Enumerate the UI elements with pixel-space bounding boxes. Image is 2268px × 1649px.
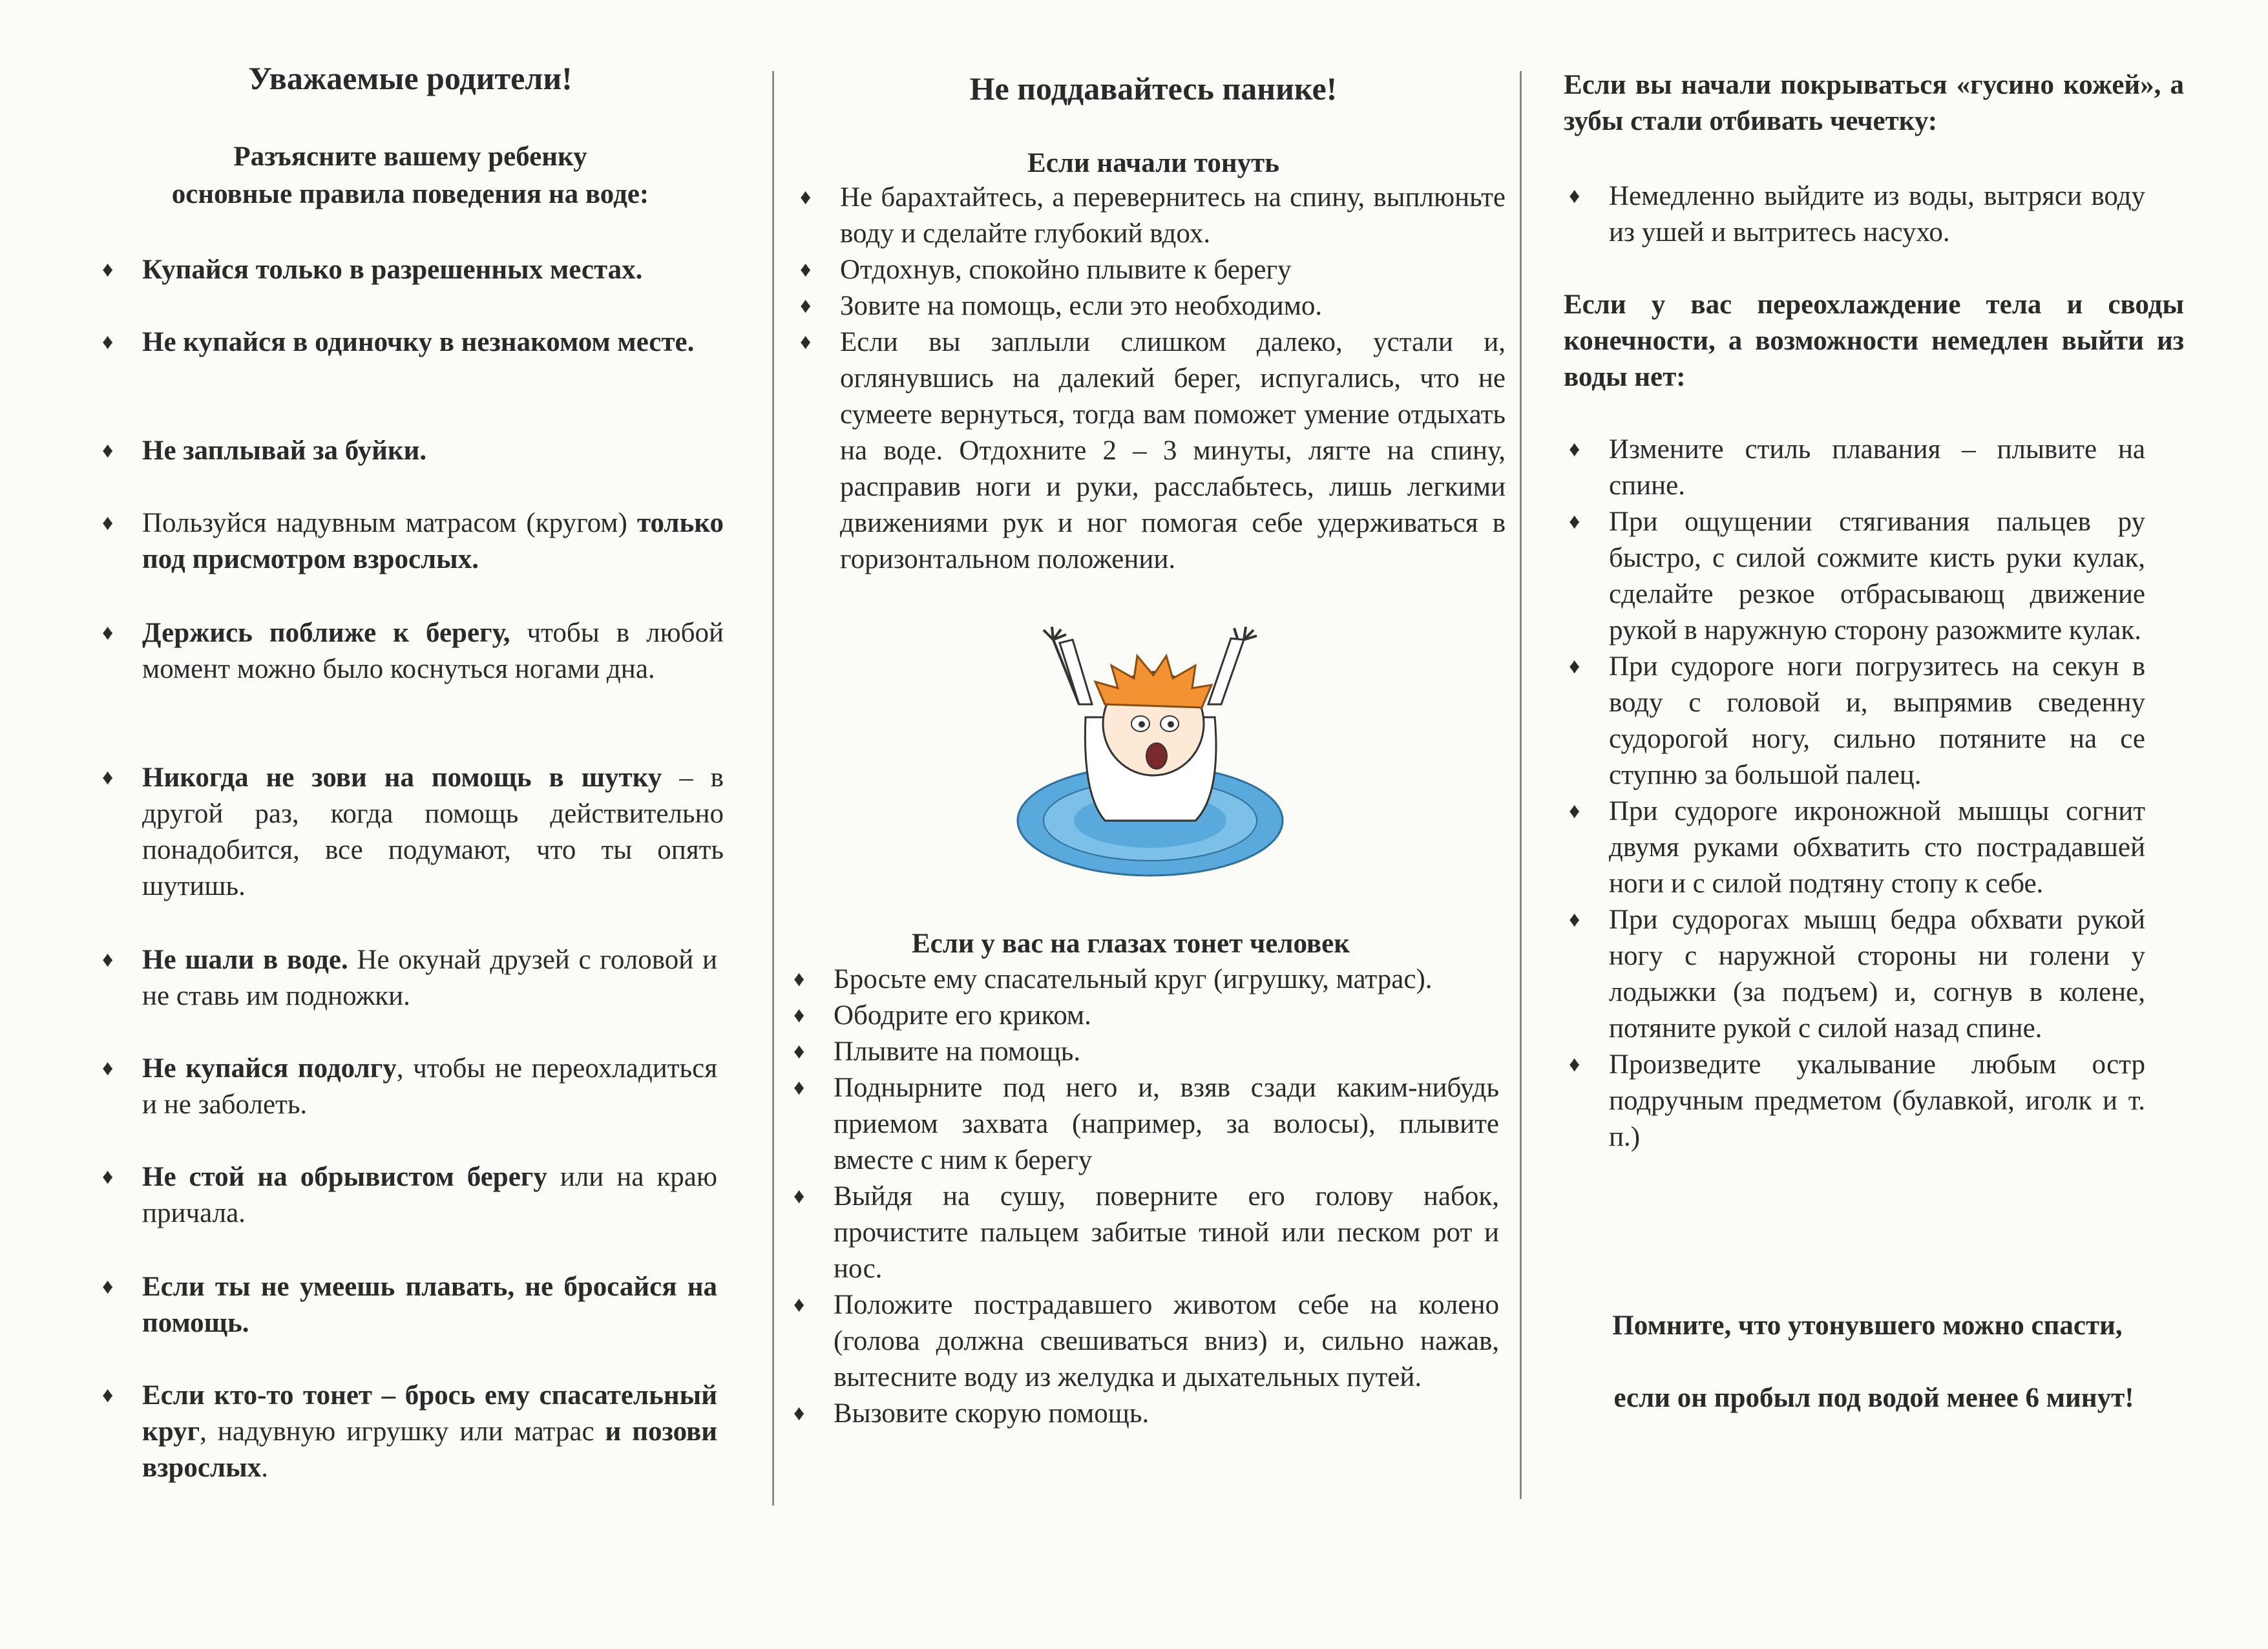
column-separator (1520, 71, 1522, 1499)
drowning-child-illustration (1008, 627, 1292, 885)
section-title: Не поддавайтесь панике! (969, 70, 1338, 107)
bullet-icon: ♦ (800, 258, 812, 282)
bullet-icon: ♦ (102, 948, 114, 972)
bullet-icon: ♦ (793, 1040, 805, 1064)
list-item: ♦ Не шали в воде. Не окунай друзей с головой и не ставь им подножки. (142, 942, 717, 1014)
list-cramps (1564, 432, 2145, 1155)
list-item: ♦ Не стой на обрывистом берегу или на краю причала. (142, 1159, 717, 1232)
list-item: ♦ Не барахтайтесь, а перевернитесь на спину, выплюньте воду и сделайте глубокий вдох. (840, 180, 1506, 252)
bullet-icon: ♦ (800, 294, 812, 318)
list-item: ♦ Если ты не умеешь плавать, не бросайся на помощь. (142, 1269, 717, 1341)
list-item: ♦ Выйдя на сушу, поверните его голову набок, прочистите пальцем забитые тиной или песком рот и нос. (834, 1179, 1499, 1287)
bullet-icon: ♦ (1569, 184, 1580, 208)
page-title: Уважаемые родители! (248, 60, 572, 96)
list-item: ♦ Положите пострадавшего животом себе на колено (голова должна свешиваться вниз) и, сильно нажав, вытесните воду из желудка и дыхательных путей. (834, 1287, 1499, 1396)
list-item: ♦ Если кто-то тонет – брось ему спасательный круг, надувную игрушку или матрас и позови взрослых. (142, 1378, 717, 1486)
list-item: ♦ Поднырните под него и, взяв сзади каким-нибудь приемом захвата (например, за волосы), плывите вместе с ним к берегу (834, 1070, 1499, 1179)
subheading-someone-drowning: Если у вас на глазах тонет человек (911, 929, 1350, 959)
bullet-icon: ♦ (102, 1275, 114, 1299)
bullet-icon: ♦ (102, 258, 114, 282)
bullet-icon: ♦ (793, 1076, 805, 1100)
list-item: ♦ Измените стиль плавания – плывите на спине. (1609, 432, 2145, 504)
list-item: ♦ Купайся только в разрешенных местах. (142, 252, 724, 288)
list-item: ♦ Если вы заплыли слишком далеко, устали и, оглянувшись на далекий берег, испугались, что не сумеете вернуться, тогда вам поможет умение отдыхать на воде. Отдохните 2 – 3 минуты, лягте на спину, расправив ноги и руки, расслабьтесь, лишь легкими движениями рук и ног помогая себе удерживаться в горизонтальном положении. (840, 324, 1506, 578)
list-item: ♦ Вызовите скорую помощь. (834, 1396, 1499, 1432)
bullet-icon: ♦ (102, 330, 114, 354)
bullet-icon: ♦ (102, 621, 114, 645)
list-item: ♦ Отдохнув, спокойно плывите к берегу (840, 252, 1506, 288)
bullet-icon: ♦ (102, 439, 114, 463)
bullet-icon: ♦ (1569, 510, 1580, 534)
list-item: ♦ Бросьте ему спасательный круг (игрушку, матрас). (834, 961, 1499, 998)
bullet-icon: ♦ (793, 1184, 805, 1208)
bullet-icon: ♦ (800, 330, 812, 354)
bullet-icon: ♦ (102, 511, 114, 535)
bullet-icon: ♦ (800, 185, 812, 209)
list-item: ♦ Никогда не зови на помощь в шутку – в другой раз, когда помощь действительно понадобится, все подумают, что ты опять шутишь. (142, 760, 724, 905)
bullet-icon: ♦ (1569, 655, 1580, 678)
footer-note-line2: если он пробыл под водой менее 6 минут! (1613, 1383, 2134, 1413)
bullet-icon: ♦ (1569, 1053, 1580, 1077)
bullet-icon: ♦ (102, 1165, 114, 1189)
subheading-drowning: Если начали тонуть (1027, 148, 1279, 178)
list-item: ♦ Зовите на помощь, если это необходимо. (840, 288, 1506, 324)
bullet-icon: ♦ (102, 1056, 114, 1080)
list-item: ♦ При судороге икроножной мышцы согнит двумя руками обхватить сто пострадавшей ноги и с силой подтяну стопу к себе. (1609, 793, 2145, 902)
bullet-icon: ♦ (1569, 908, 1580, 932)
bullet-icon: ♦ (102, 766, 114, 790)
list-drowning (795, 180, 1506, 578)
bullet-icon: ♦ (793, 1293, 805, 1317)
subtitle: Разъясните вашему ребенку основные правила поведения на воде: (171, 142, 649, 209)
list-item: ♦ Не купайся в одиночку в незнакомом месте. (142, 324, 724, 361)
list-item: ♦ Пользуйся надувным матрасом (кругом) только под присмотром взрослых. (142, 505, 724, 578)
bullet-icon: ♦ (102, 1383, 114, 1407)
bullet-icon: ♦ (1569, 799, 1580, 823)
list-item: ♦ Произведите укалывание любым остр подручным предметом (булавкой, иголк и т. п.) (1609, 1047, 2145, 1155)
bullet-icon: ♦ (793, 1402, 805, 1425)
list-item: ♦ Не купайся подолгу, чтобы не переохладиться и не заболеть. (142, 1051, 717, 1123)
bullet-icon: ♦ (793, 967, 805, 991)
list-item: ♦ Ободрите его криком. (834, 998, 1499, 1034)
bullet-icon: ♦ (1569, 437, 1580, 461)
list-item: ♦ Держись поближе к берегу, чтобы в любой момент можно было коснуться ногами дна. (142, 615, 724, 688)
bullet-icon: ♦ (793, 1003, 805, 1027)
list-item: ♦ Плывите на помощь. (834, 1034, 1499, 1070)
footer-note-line1: Помните, что утонувшего можно спасти, (1612, 1310, 2123, 1341)
heading-hypothermia: Если у вас переохлаждение тела и своды конечности, а возможности немедлен выйти из воды нет: (1564, 289, 2184, 392)
list-item: ♦ Немедленно выйдите из воды, вытряси воду из ушей и вытритесь насухо. (1609, 178, 2145, 251)
list-item: ♦ При судороге ноги погрузитесь на секун в воду с головой и, выпрямив сведенну судорогой ногу, сильно потяните на се ступню за большой палец. (1609, 649, 2145, 793)
heading-goosebumps: Если вы начали покрываться «гусино кожей», а зубы стали отбивать чечетку: (1564, 70, 2184, 136)
list-goosebumps (1564, 178, 2145, 251)
list-item: ♦ При судорогах мышц бедра обхвати рукой ногу с наружной стороны ни голени у лодыжки (за подъем) и, согнув в колене, потяните рукой с силой назад спине. (1609, 902, 2145, 1047)
list-rescue (788, 961, 1499, 1432)
list-item: ♦ При ощущении стягивания пальцев ру быстро, с силой сожмите кисть руки кулак, сделайте резкое отбрасывающ движение рукой в наружную сторону разожмите кулак. (1609, 504, 2145, 649)
list-item: ♦ Не заплывай за буйки. (142, 433, 724, 469)
column-separator (772, 71, 774, 1506)
